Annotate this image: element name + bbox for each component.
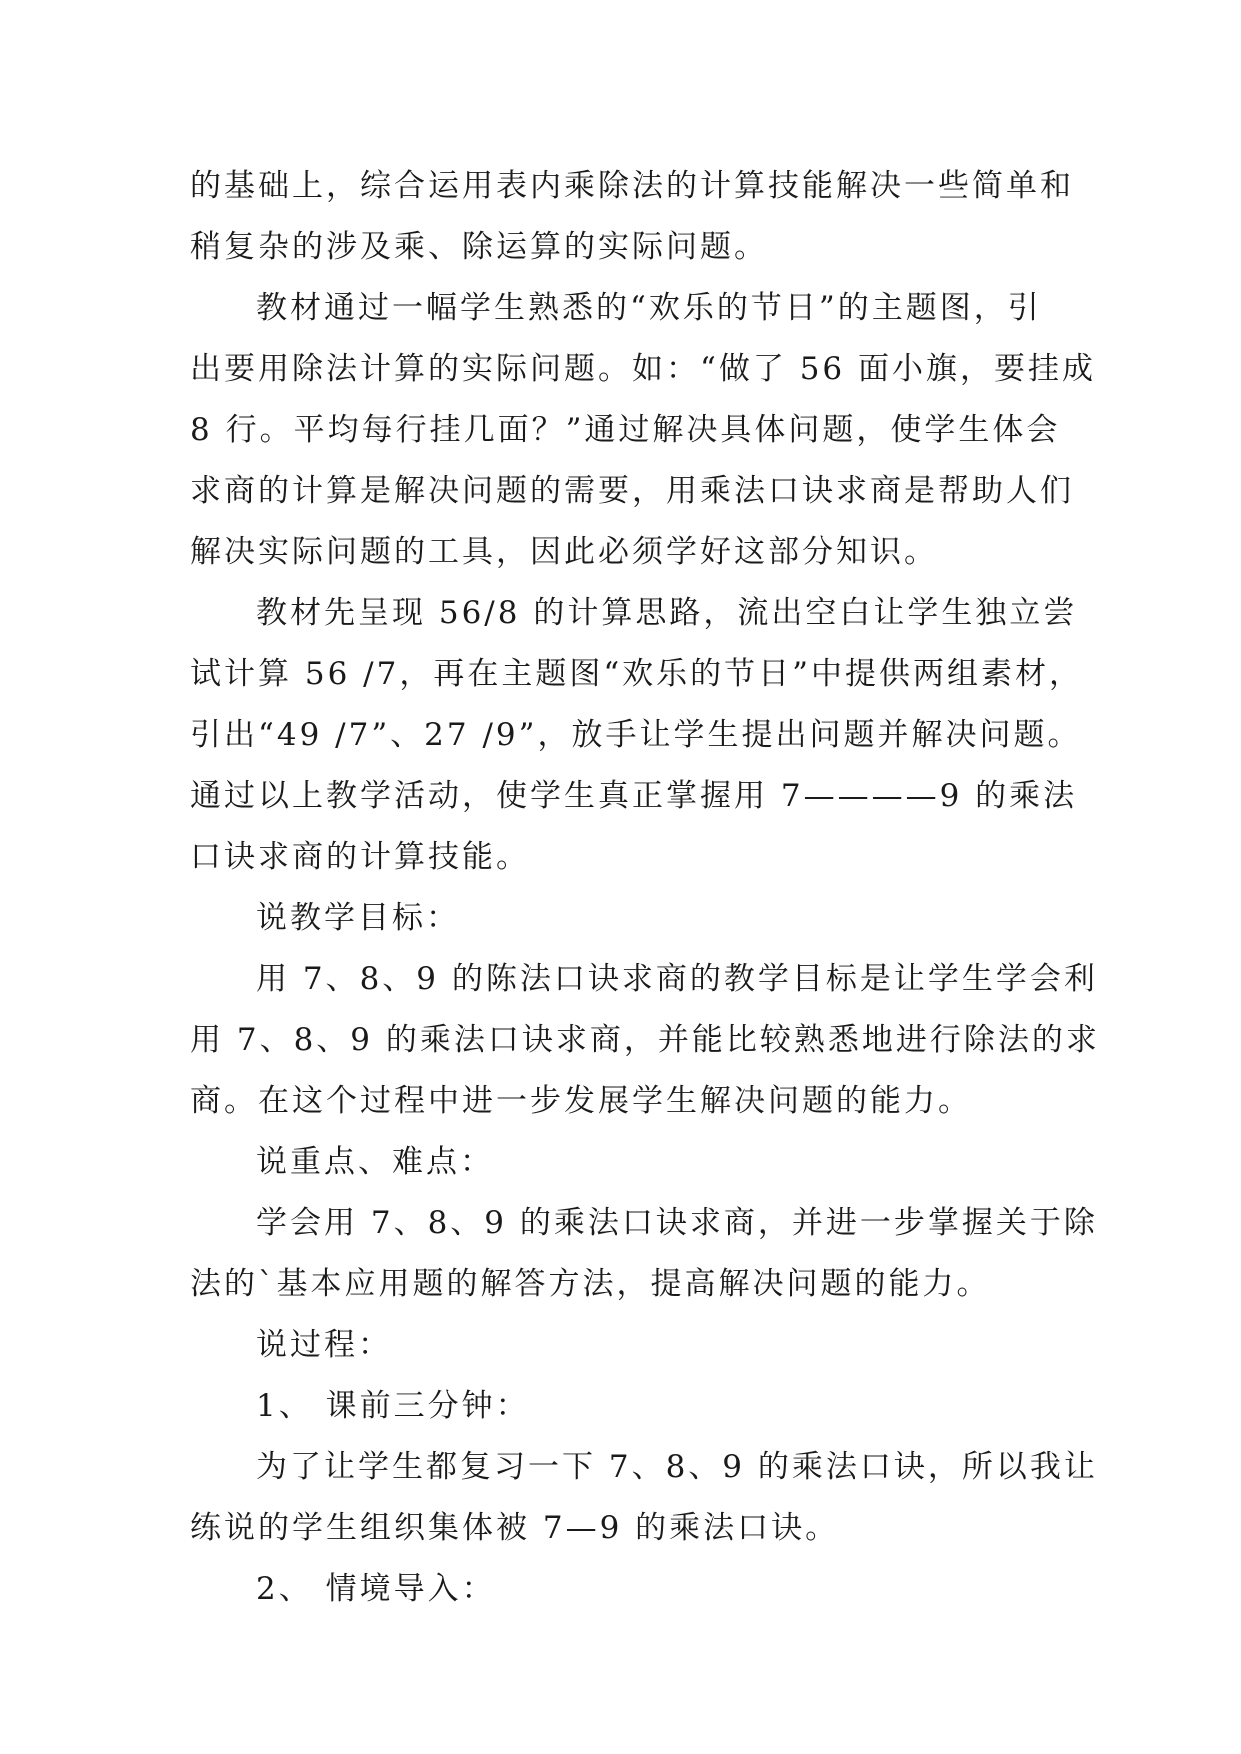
text-line: 法的`基本应用题的解答方法，提高解决问题的能力。 [190,1266,991,1302]
text-line: 解决实际问题的工具，因此必须学好这部分知识。 [190,534,938,570]
text-line: 说教学目标： [256,900,460,936]
text-line: 8 行。平均每行挂几面？”通过解决具体问题，使学生体会 [190,412,1061,448]
document-body [190,156,1100,1620]
text-line: 2、 情境导入： [256,1571,496,1607]
text-line: 口诀求商的计算技能。 [190,839,530,875]
text-line: 试计算 56 /7，再在主题图“欢乐的节日”中提供两组素材， [190,656,1084,692]
text-line: 用 7、8、9 的乘法口诀求商，并能比较熟悉地进行除法的求 [190,1022,1100,1058]
text-line: 说过程： [256,1327,392,1363]
text-line: 出要用除法计算的实际问题。如：“做了 56 面小旗，要挂成 [190,351,1096,387]
text-line: 教材通过一幅学生熟悉的“欢乐的节日”的主题图，引 [256,290,1042,326]
text-line: 说重点、难点： [256,1144,494,1180]
text-line: 商。在这个过程中进一步发展学生解决问题的能力。 [190,1083,972,1119]
text-line: 求商的计算是解决问题的需要，用乘法口诀求商是帮助人们 [190,473,1074,509]
text-line: 通过以上教学活动，使学生真正掌握用 7————9 的乘法 [190,778,1078,814]
text-line: 为了让学生都复习一下 7、8、9 的乘法口诀，所以我让 [256,1449,1098,1485]
text-line: 引出“49 /7”、27 /9”，放手让学生提出问题并解决问题。 [190,717,1082,753]
text-line: 1、 课前三分钟： [256,1388,530,1424]
text-line: 的基础上，综合运用表内乘除法的计算技能解决一些简单和 [190,168,1074,204]
text-line: 稍复杂的涉及乘、除运算的实际问题。 [190,229,768,265]
text-line: 用 7、8、9 的陈法口诀求商的教学目标是让学生学会利 [256,961,1098,997]
text-line: 练说的学生组织集体被 7—9 的乘法口诀。 [190,1510,840,1546]
text-line: 教材先呈现 56/8 的计算思路，流出空白让学生独立尝 [256,595,1078,631]
text-line: 学会用 7、8、9 的乘法口诀求商，并进一步掌握关于除 [256,1205,1098,1241]
